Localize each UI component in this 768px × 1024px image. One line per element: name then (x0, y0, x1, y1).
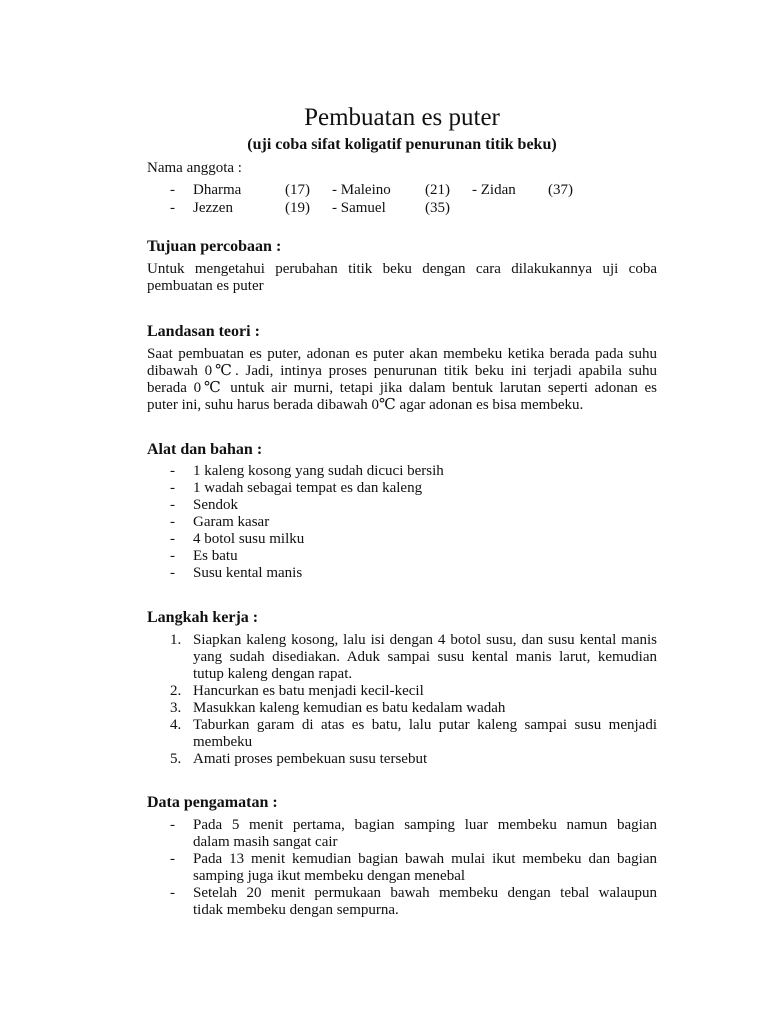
list-number: 3. (170, 700, 182, 716)
list-item (147, 817, 657, 851)
list-item-text: 4 botol susu milku (193, 531, 305, 547)
list-number: 5. (170, 751, 182, 767)
numbered-list-item (147, 717, 657, 751)
list-item-line: Masukkan kaleng kemudian es batu kedalam wadah (193, 700, 506, 716)
list-item-text: 1 kaleng kosong yang sudah dicuci bersih (193, 463, 444, 479)
document-title: Pembuatan es puter (304, 104, 500, 131)
list-number: 1. (170, 632, 182, 648)
paragraph-tujuan (147, 261, 657, 295)
section-heading-landasan: Landasan teori : (147, 323, 260, 340)
list-item-line: Hancurkan es batu menjadi kecil-kecil (193, 683, 424, 699)
list-item-line: samping juga ikut membeku dengan menebal (193, 868, 466, 884)
list-item-text: Garam kasar (193, 514, 270, 530)
member-name: - Zidan (472, 182, 516, 198)
paragraph-line: Saat pembuatan es puter, adonan es puter akan membeku ketika berada pada suhu (147, 346, 657, 362)
member-number: (21) (425, 182, 450, 198)
members-list (147, 181, 657, 217)
list-item (147, 514, 657, 531)
list-bullet: - (170, 885, 175, 901)
paragraph-line: berada 0℃ untuk air murni, tetapi jika dalam bentuk larutan seperti adonan es (147, 380, 657, 396)
numbered-list-item (147, 632, 657, 683)
member-name: - Samuel (332, 200, 386, 216)
list-data-pengamatan (147, 817, 657, 919)
list-item-line: tutup kaleng dengan rapat. (193, 666, 353, 682)
list-bullet: - (170, 851, 175, 867)
list-number: 4. (170, 717, 182, 733)
list-item (147, 565, 657, 582)
member-number: (37) (548, 182, 573, 198)
member-name: - Maleino (332, 182, 391, 198)
document-subtitle: (uji coba sifat koligatif penurunan titik beku) (247, 136, 557, 153)
list-bullet: - (170, 514, 175, 530)
list-item-line: Pada 5 menit pertama, bagian samping luar membeku namun bagian (193, 817, 657, 833)
list-item (147, 497, 657, 514)
list-item (147, 548, 657, 565)
member-name: Dharma (193, 182, 242, 198)
list-bullet: - (170, 200, 175, 216)
list-item-line: Pada 13 menit kemudian bagian bawah mulai ikut membeku dan bagian (193, 851, 657, 867)
numbered-list-item (147, 751, 657, 768)
list-bullet: - (170, 817, 175, 833)
member-number: (19) (285, 200, 310, 216)
list-item-line: Taburkan garam di atas es batu, lalu putar kaleng sampai susu menjadi (193, 717, 657, 733)
list-item-line: tidak membeku dengan sempurna. (193, 902, 399, 918)
list-item-text: Es batu (193, 548, 238, 564)
members-label: Nama anggota : (147, 160, 242, 176)
list-item-text: Sendok (193, 497, 238, 513)
list-bullet: - (170, 463, 175, 479)
paragraph-line: pembuatan es puter (147, 278, 264, 294)
list-bullet: - (170, 182, 175, 198)
list-item-text: Susu kental manis (193, 565, 303, 581)
list-alat-bahan (147, 463, 657, 582)
member-name: Jezzen (193, 200, 233, 216)
list-item-line: Siapkan kaleng kosong, lalu isi dengan 4 botol susu, dan susu kental manis (193, 632, 657, 648)
list-bullet: - (170, 497, 175, 513)
list-item (147, 480, 657, 497)
list-item-text: 1 wadah sebagai tempat es dan kaleng (193, 480, 423, 496)
paragraph-line: puter ini, suhu harus berada dibawah 0℃ agar adonan es bisa membeku. (147, 397, 584, 413)
numbered-list-item (147, 683, 657, 700)
list-bullet: - (170, 548, 175, 564)
list-item (147, 531, 657, 548)
paragraph-landasan (147, 346, 657, 414)
list-bullet: - (170, 531, 175, 547)
members-row (147, 199, 657, 217)
members-row (147, 181, 657, 199)
section-heading-data: Data pengamatan : (147, 794, 278, 811)
list-item-line: Amati proses pembekuan susu tersebut (193, 751, 428, 767)
list-bullet: - (170, 480, 175, 496)
list-item (147, 851, 657, 885)
list-item-line: dalam masih sangat cair (193, 834, 338, 850)
member-number: (35) (425, 200, 450, 216)
member-number: (17) (285, 182, 310, 198)
list-bullet: - (170, 565, 175, 581)
section-heading-langkah: Langkah kerja : (147, 609, 259, 626)
numbered-list-item (147, 700, 657, 717)
list-item-line: Setelah 20 menit permukaan bawah membeku dengan tebal walaupun (193, 885, 657, 901)
section-heading-alat: Alat dan bahan : (147, 441, 263, 458)
list-item-line: yang sudah disediakan. Aduk sampai susu kental manis larut, kemudian (193, 649, 657, 665)
list-item (147, 463, 657, 480)
list-item-line: membeku (193, 734, 253, 750)
list-item (147, 885, 657, 919)
paragraph-line: Untuk mengetahui perubahan titik beku dengan cara dilakukannya uji coba (147, 261, 657, 277)
list-number: 2. (170, 683, 182, 699)
section-heading-tujuan: Tujuan percobaan : (147, 238, 282, 255)
list-langkah-kerja (147, 632, 657, 768)
paragraph-line: dibawah 0℃. Jadi, intinya proses penurunan titik beku ini terjadi apabila suhu (147, 363, 657, 379)
